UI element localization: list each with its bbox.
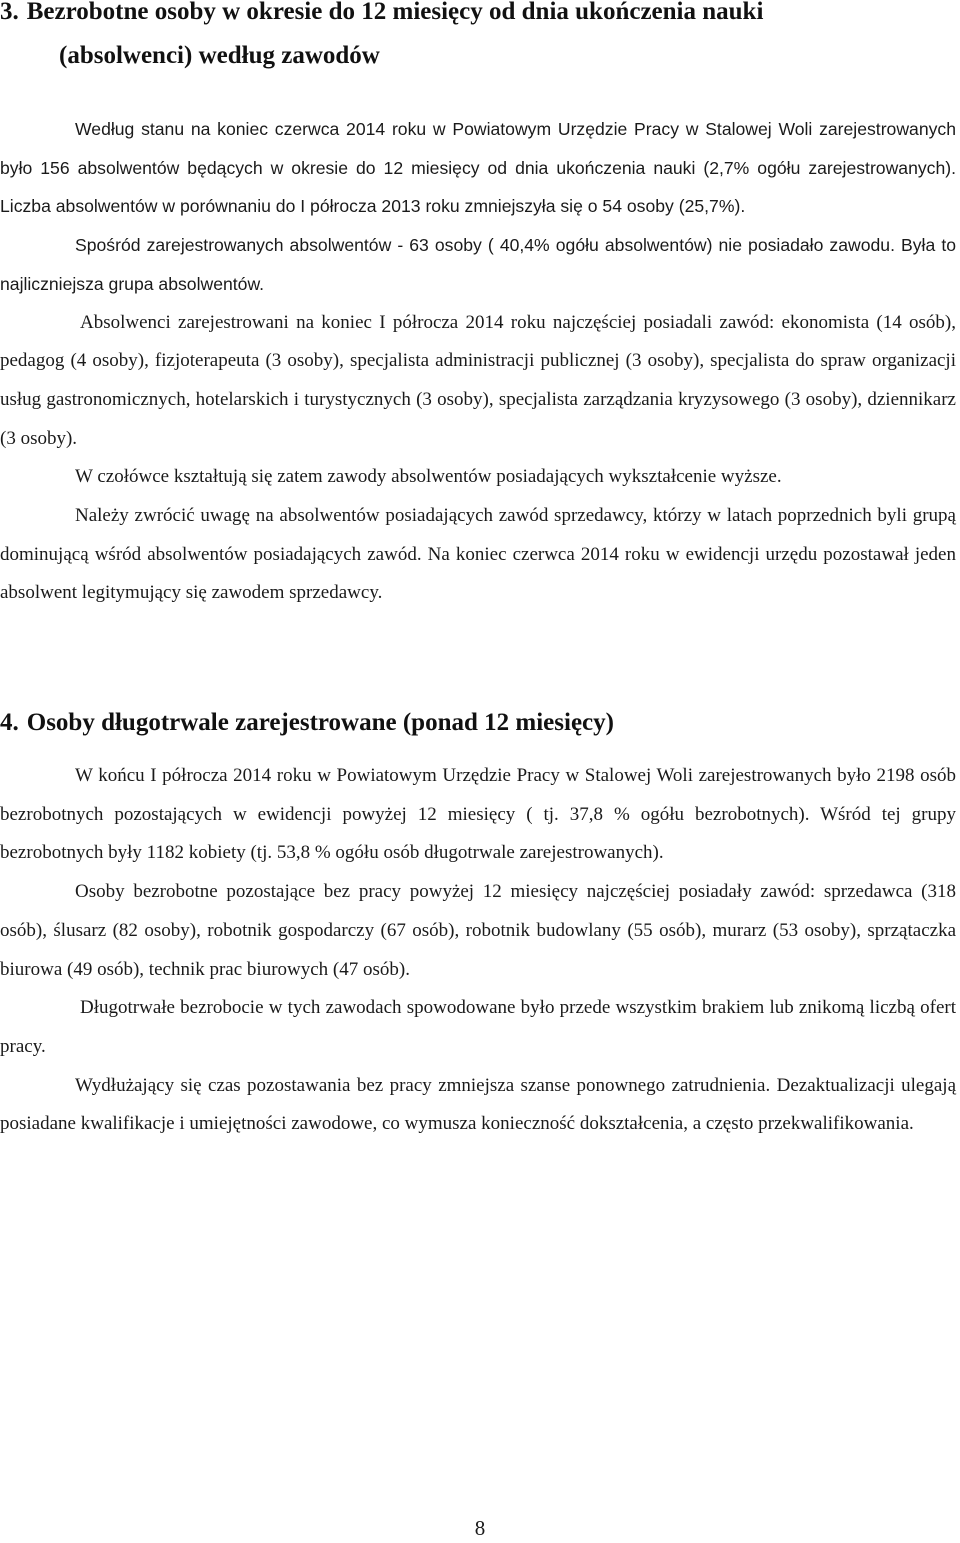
section-4-paragraph-2: Osoby bezrobotne pozostające bez pracy powyżej 12 miesięcy najczęściej posiadały zawód: sprzedawca (318 osób), ślusarz (82 osoby), robotnik gospodarczy (67 osób), robotnik budowlany (55 osób), murarz (53 osoby), sprzątaczka biurowa (49 osób), technik prac biurowych (47 osób). [0,881,956,980]
section-3-heading [0,0,960,78]
page-number: 8 [474,1516,486,1540]
section-3-title-continuation: (absolwenci) według zawodów [59,42,380,69]
section-3-paragraph-1: Według stanu na koniec czerwca 2014 roku w Powiatowym Urzędzie Pracy w Stalowej Woli zarejestrowanych było 156 absolwentów będących w okresie do 12 miesięcy od dnia ukończenia nauki (2,7% ogółu zarejestrowanych). Liczba absolwentów w porównaniu do I półrocza 2013 roku zmniejszyła się o 54 osoby (25,7%). [0,119,956,217]
section-4-paragraph-3: Długotrwałe bezrobocie w tych zawodach spowodowane było przede wszystkim brakiem lub znikomą liczbą ofert pracy. [0,997,956,1057]
section-4-paragraph-4: Wydłużający się czas pozostawania bez pracy zmniejsza szanse ponownego zatrudnienia. Dezaktualizacji ulegają posiadane kwalifikacje i umiejętności zawodowe, co wymusza konieczność dokształcenia, a często przekwalifikowania. [0,1074,956,1135]
section-3-paragraph-4: W czołówce kształtują się zatem zawody absolwentów posiadających wykształcenie wyższe. [75,466,782,488]
section-3-paragraph-5: Należy zwrócić uwagę na absolwentów posiadających zawód sprzedawcy, którzy w latach poprzednich byli grupą dominującą wśród absolwentów posiadających zawód. Na koniec czerwca 2014 roku w ewidencji urzędu pozostawał jeden absolwent legitymujący się zawodem sprzedawcy. [0,505,956,604]
section-4-number: 4. [0,709,19,736]
section-4-paragraph-1: W końcu I półrocza 2014 roku w Powiatowym Urzędzie Pracy w Stalowej Woli zarejestrowanych było 2198 osób bezrobotnych pozostających w ewidencji powyżej 12 miesięcy ( tj. 37,8 % ogółu bezrobotnych). Wśród tej grupy bezrobotnych były 1182 kobiety (tj. 53,8 % ogółu osób długotrwale zarejestrowanych). [0,765,956,864]
section-4-heading [0,701,960,745]
section-3-paragraph-3: Absolwenci zarejestrowani na koniec I półrocza 2014 roku najczęściej posiadali zawód: ekonomista (14 osób), pedagog (4 osoby), fizjoterapeuta (3 osoby), specjalista administracji publicznej (3 osoby), specjalista do spraw organizacji usług gastronomicznych, hotelarskich i turystycznych (3 osoby), specjalista zarządzania kryzysowego (3 osoby), dziennikarz (3 osoby). [0,311,956,449]
section-4-body [0,757,956,1144]
section-3-number: 3. [0,0,19,25]
section-3-title: Bezrobotne osoby w okresie do 12 miesięcy od dnia ukończenia nauki [26,0,764,25]
section-3-body [0,110,956,613]
section-4-title: Osoby długotrwale zarejestrowane (ponad 12 miesięcy) [26,709,614,736]
section-3-paragraph-2: Spośród zarejestrowanych absolwentów - 63 osoby ( 40,4% ogółu absolwentów) nie posiadało zawodu. Była to najliczniejsza grupa absolwentów. [0,235,956,294]
